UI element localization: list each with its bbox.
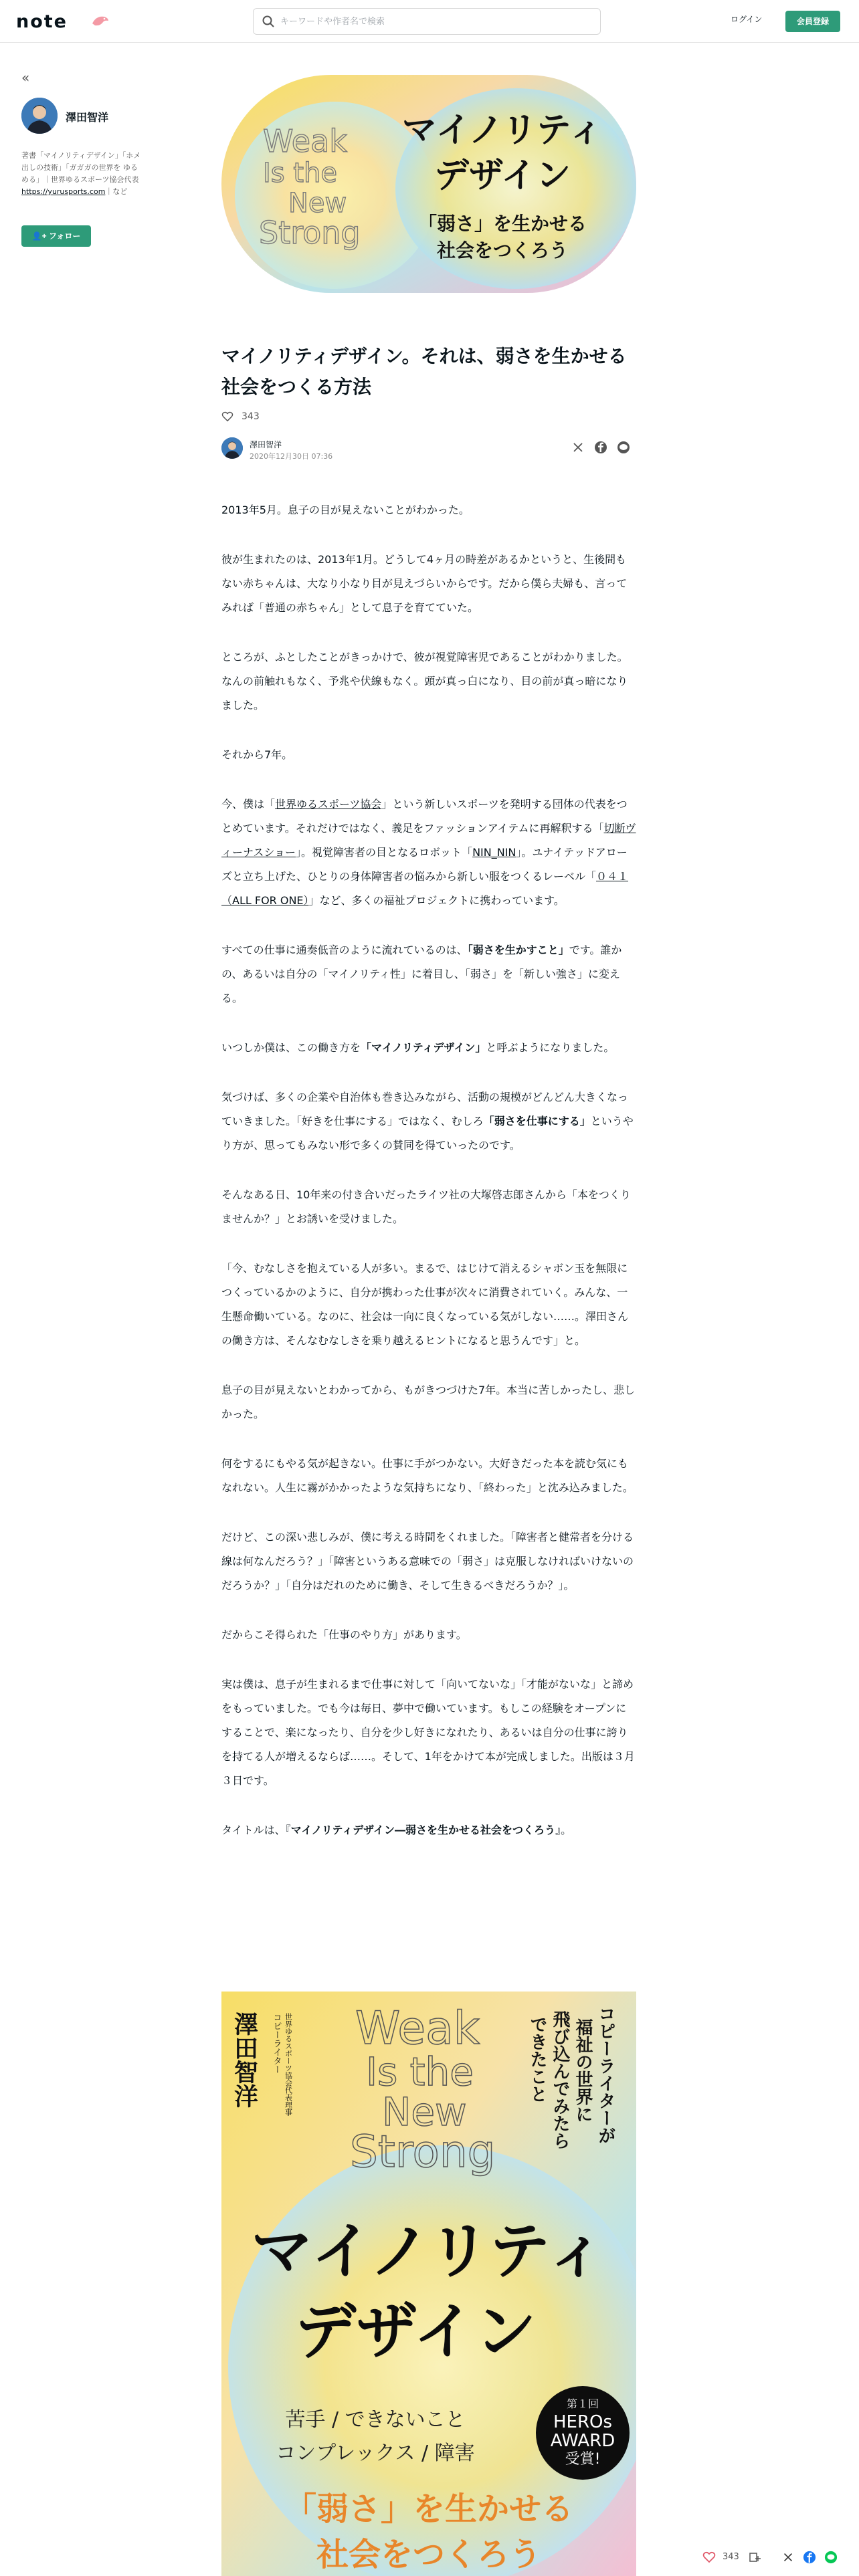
like-counter[interactable] bbox=[221, 411, 260, 423]
text: と呼ぶようになりました。 bbox=[486, 1041, 615, 1054]
facebook-share-icon[interactable] bbox=[593, 440, 608, 455]
book-sub-2: 社会をつくろう bbox=[316, 2536, 542, 2573]
book-author-sub2: 世界ゆるスポーツ協会代表理事 bbox=[284, 2013, 293, 2116]
paragraph bbox=[221, 938, 636, 1010]
sidebar-author-name[interactable]: 澤田智洋 bbox=[66, 111, 109, 124]
paragraph: それから7年。 bbox=[221, 748, 293, 761]
book-tags-1: 苦手 / できないこと bbox=[285, 2408, 466, 2432]
paragraph bbox=[221, 1085, 636, 1158]
text: いつしか僕は、この働き方を bbox=[221, 1041, 361, 1054]
paragraph: だけど、この深い悲しみが、僕に考える時間をくれました。「障害者と健常者を分ける線は何なんだろう？」「障害というある意味での「弱さ」は克服しなければいけないのだろうか？」「自分はだれのために働き、そして生きるべきだろうか？」。 bbox=[221, 1531, 634, 1592]
book-en-3: New bbox=[382, 2089, 467, 2135]
text: 」という新しいスポーツを発明する団体の代表をつとめています。それだけではなく、義足をファッションアイテムに再解釈する「 bbox=[221, 798, 628, 835]
paragraph bbox=[221, 792, 636, 913]
bold-text: マイノリティデザイン―弱さを生かせる社会をつくろう bbox=[290, 1824, 556, 1836]
login-link[interactable]: ログイン bbox=[731, 15, 763, 24]
text: というやり方が、思ってもみない形で多くの賛同を得ていったのです。 bbox=[221, 1115, 634, 1152]
award-2: HEROs bbox=[553, 2412, 613, 2432]
article-title: マイノリティデザイン。それは、弱さを生かせる社会をつくる方法 bbox=[221, 345, 627, 398]
book-en-4: Strong bbox=[350, 2126, 496, 2177]
bio-suffix: ｜など bbox=[105, 187, 128, 196]
paragraph: 何をするにもやる気が起きない。仕事に手がつかない。大好きだった本を読む気にもなれない。人生に霧がかかったような気持ちになり、「終わった」と沈み込みました。 bbox=[221, 1457, 634, 1494]
book-jp-1: マイノリティ bbox=[251, 2216, 607, 2287]
text: 』。 bbox=[555, 1824, 572, 1836]
hero-en-3: New bbox=[288, 188, 347, 219]
author-name[interactable]: 澤田智洋 bbox=[250, 440, 282, 449]
hero-en-1: Weak bbox=[263, 123, 347, 159]
paragraph: 2013年5月。息子の目が見えないことがわかった。 bbox=[221, 504, 470, 516]
text: 気づけば、多くの企業や自治体も巻き込みながら、活動の規模がどんどん大きくなっていきました。「好きを仕事にする」ではなく、むしろ bbox=[221, 1091, 629, 1128]
book-author: 澤田智洋 bbox=[230, 2012, 258, 2108]
user-plus-icon: 👤+ bbox=[31, 231, 49, 241]
book-cover-image bbox=[221, 1992, 636, 2576]
signup-button[interactable]: 会員登録 bbox=[785, 11, 840, 32]
author-row bbox=[221, 436, 636, 463]
paragraph: 実は僕は、息子が生まれるまで仕事に対して「向いてないな」「才能がないな」と諦めをもっていました。でも今は毎日、夢中で働いています。もしこの経験をオープンにすることで、楽になったり、自分を少し好きになれたり、あるいは自分の仕事に誇りを持てる人が増えるならば……。そして、1年をかけて本が完成しました。出版は３月３日です。 bbox=[221, 1678, 635, 1787]
book-en-1: Weak bbox=[355, 2002, 480, 2055]
hero-en-2: Is the bbox=[263, 158, 337, 189]
book-jp-2: デザイン bbox=[294, 2296, 537, 2367]
heart-icon[interactable] bbox=[221, 411, 233, 423]
heart-icon[interactable] bbox=[702, 2551, 716, 2564]
bird-logo-icon bbox=[91, 14, 110, 27]
bold-text: 「弱さを生かすこと」 bbox=[467, 944, 569, 956]
line-share-icon[interactable] bbox=[824, 2551, 838, 2564]
bio-link[interactable]: https://yurusports.com bbox=[21, 187, 106, 196]
magazine-add-icon[interactable] bbox=[748, 2551, 761, 2564]
site-header bbox=[0, 0, 859, 43]
hero-sub-2: 社会をつくろう bbox=[436, 239, 569, 261]
floating-action-bar bbox=[698, 2544, 859, 2571]
author-avatar[interactable] bbox=[221, 437, 243, 459]
link-ninnin[interactable]: NIN_NIN bbox=[472, 846, 516, 859]
text: です。誰かの、あるいは自分の「マイノリティ性」に着目し、「弱さ」を「新しい強さ」に変える。 bbox=[221, 944, 622, 1004]
award-3: AWARD bbox=[550, 2431, 615, 2451]
sidebar-bio bbox=[21, 150, 142, 198]
book-author-sub: コピーライター bbox=[271, 2013, 282, 2074]
text: すべての仕事に通奏低音のように流れているのは、 bbox=[221, 944, 468, 956]
paragraph: 息子の目が見えないとわかってから、もがきつづけた7年。本当に苦しかったし、悲しかった。 bbox=[221, 1384, 636, 1420]
avatar[interactable] bbox=[21, 98, 58, 134]
x-share-icon[interactable] bbox=[571, 440, 585, 455]
follow-button[interactable] bbox=[21, 225, 91, 247]
bold-text: 「弱さを仕事にする」 bbox=[483, 1115, 591, 1128]
facebook-share-icon[interactable] bbox=[803, 2551, 816, 2564]
line-share-icon[interactable] bbox=[616, 440, 631, 455]
award-1: 第１回 bbox=[566, 2397, 599, 2410]
x-share-icon[interactable] bbox=[781, 2551, 795, 2564]
search-icon bbox=[262, 15, 275, 28]
link-venus-show[interactable]: 切断ヴィーナスショー bbox=[221, 822, 636, 859]
publish-date: 2020年12月30日 07:36 bbox=[250, 452, 333, 461]
book-sub-1: 「弱さ」を生かせる bbox=[284, 2490, 574, 2528]
search-input[interactable] bbox=[280, 9, 595, 34]
hero-jp-2: デザイン bbox=[434, 156, 571, 196]
book-tags-2: コンプレックス / 障害 bbox=[276, 2442, 475, 2465]
book-vertical-1: コピーライターが bbox=[595, 2005, 615, 2144]
text: 」。視覚障害者の目となるロボット「 bbox=[296, 846, 473, 859]
bold-text: 「マイノリティデザイン」 bbox=[361, 1041, 486, 1054]
link-041[interactable]: ０４１（ALL FOR ONE） bbox=[221, 870, 629, 907]
link-yurusports[interactable]: 世界ゆるスポーツ協会 bbox=[275, 798, 382, 811]
text: タイトルは、『 bbox=[221, 1824, 291, 1836]
search-box[interactable] bbox=[253, 8, 601, 35]
paragraph: だからこそ得られた「仕事のやり方」があります。 bbox=[221, 1628, 467, 1641]
book-en-2: Is the bbox=[366, 2049, 474, 2095]
paragraph: そんなある日、10年来の付き合いだったライツ社の大塚啓志郎さんから「本をつくりませんか？」とお誘いを受けました。 bbox=[221, 1188, 631, 1225]
collapse-sidebar-icon[interactable]: « bbox=[21, 70, 30, 86]
hero-image bbox=[221, 75, 636, 293]
hero-sub-1: 「弱さ」を生かせる bbox=[417, 213, 587, 235]
award-4: 受賞! bbox=[565, 2451, 601, 2468]
book-vertical-4: できたこと bbox=[527, 2016, 547, 2103]
bio-text: 著書「マイノリティデザイン」「ホメ出しの技術」「ガガガの世界を ゆるめる」｜世界ゆるスポーツ協会代表 bbox=[21, 151, 141, 184]
author-photo-icon bbox=[221, 437, 243, 459]
paragraph: ところが、ふとしたことがきっかけで、彼が視覚障害児であることがわかりました。なんの前触れもなく、予兆や伏線もなく。頭が真っ白になり、目の前が真っ暗になりました。 bbox=[221, 651, 628, 712]
paragraph bbox=[221, 1036, 636, 1060]
author-photo-icon bbox=[21, 98, 58, 134]
book-vertical-3: 飛び込んでみたら bbox=[550, 2010, 570, 2149]
book-vertical-2: 福祉の世界に bbox=[573, 2018, 593, 2123]
text: 」。ユナイテッドアローズと立ち上げた、ひとりの身体障害者の悩みから新しい服をつくるレーベル「 bbox=[221, 846, 628, 883]
note-logo[interactable]: note bbox=[16, 11, 68, 32]
paragraph: 彼が生まれたのは、2013年1月。どうして4ヶ月の時差があるかというと、生後間もない赤ちゃんは、大なり小なり目が見えづらいからです。だから僕ら夫婦も、言ってみれば「普通の赤ちゃん」として息子を育てていた。 bbox=[221, 553, 628, 614]
article-body bbox=[221, 498, 636, 1868]
like-count: 343 bbox=[242, 411, 260, 422]
paragraph bbox=[221, 1818, 636, 1842]
text: 」など、多くの福祉プロジェクトに携わっています。 bbox=[308, 894, 565, 907]
text: 今、僕は「 bbox=[221, 798, 276, 811]
hero-jp-1: マイノリティ bbox=[401, 110, 603, 150]
paragraph: 「今、むなしさを抱えている人が多い。まるで、はじけて消えるシャボン玉を無限につくっているかのように、自分が携わった仕事が次々に消費されていく。みんな、一生懸命働いている。なのに、社会は一向に良くなっている気がしない……。澤田さんの働き方は、そんなむなしさを乗り越えるヒントになると思うんです」と。 bbox=[221, 1262, 629, 1347]
follow-label: フォロー bbox=[48, 231, 81, 241]
floating-like-count: 343 bbox=[723, 2552, 739, 2562]
hero-en-4: Strong bbox=[259, 215, 361, 251]
